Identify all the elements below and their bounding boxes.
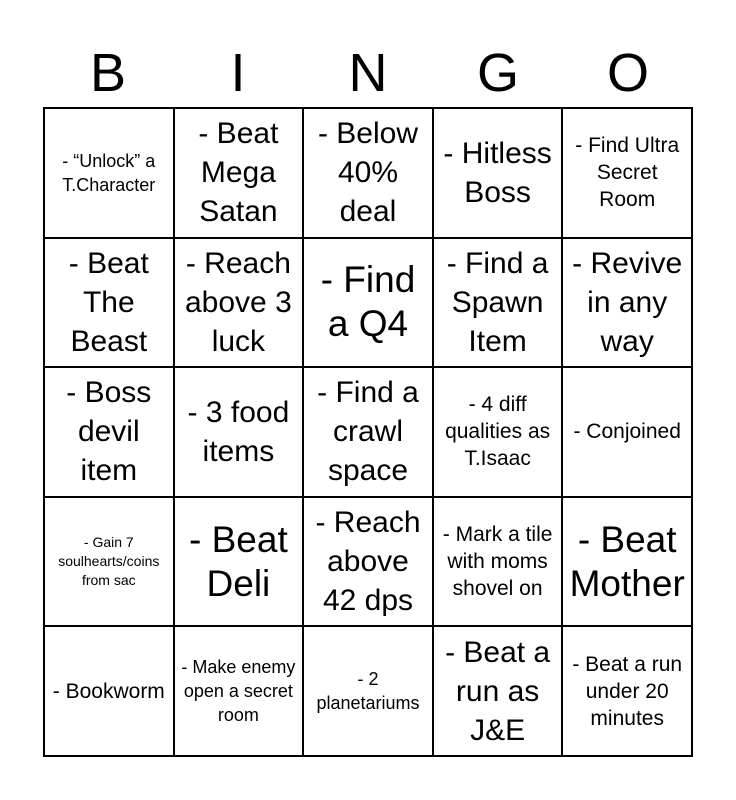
bingo-cell[interactable]: [433, 108, 563, 238]
bingo-cell[interactable]: [44, 367, 174, 497]
bingo-cell[interactable]: [303, 367, 433, 497]
bingo-board: [43, 107, 693, 757]
cell-text: - “Unlock” a T.Character: [62, 150, 156, 195]
bingo-cell[interactable]: [433, 238, 563, 368]
cell-text: - Gain 7 soulhearts/coins from sac: [58, 534, 160, 589]
bingo-cell[interactable]: [44, 238, 174, 368]
bingo-cell[interactable]: [303, 626, 433, 756]
cell-text: - 4 diff qualities as T.Isaac: [445, 393, 551, 471]
bingo-cell[interactable]: [433, 367, 563, 497]
header-letter-b: B: [89, 43, 127, 103]
bingo-cell[interactable]: [44, 626, 174, 756]
bingo-cell[interactable]: [303, 497, 433, 627]
cell-text: - Conjoined: [573, 420, 681, 444]
bingo-cell[interactable]: [174, 626, 304, 756]
bingo-cell[interactable]: [303, 238, 433, 368]
cell-text: - Find a crawl space: [317, 376, 419, 488]
bingo-cell[interactable]: [303, 108, 433, 238]
cell-text: - Bookworm: [52, 679, 165, 703]
bingo-cell[interactable]: [433, 497, 563, 627]
bingo-cell[interactable]: [174, 367, 304, 497]
cell-text: - Reach above 42 dps: [315, 506, 421, 618]
cell-text: - Beat Mega Satan: [198, 117, 279, 229]
cell-text: - Make enemy open a secret room: [181, 657, 296, 726]
header-letter-o: O: [606, 43, 649, 103]
bingo-cell[interactable]: [562, 238, 692, 368]
cell-text: - Beat a run as J&E: [445, 635, 551, 747]
header-letter-i: I: [230, 43, 246, 103]
bingo-cell[interactable]: [562, 367, 692, 497]
bingo-cell[interactable]: [433, 626, 563, 756]
cell-text: - Find Ultra Secret Room: [575, 134, 680, 212]
cell-text: - Revive in any way: [572, 246, 683, 358]
bingo-cell[interactable]: [44, 108, 174, 238]
cell-text: - Beat Deli: [189, 518, 288, 604]
cell-text: - Below 40% deal: [317, 117, 419, 229]
bingo-cell[interactable]: [562, 497, 692, 627]
cell-text: - Beat a run under 20 minutes: [572, 652, 683, 730]
bingo-cell[interactable]: [44, 497, 174, 627]
cell-text: - Beat The Beast: [68, 246, 149, 358]
cell-text: - Hitless Boss: [443, 136, 552, 209]
cell-text: - Beat Mother: [569, 518, 685, 604]
header-letter-g: G: [476, 43, 519, 103]
bingo-cell[interactable]: [174, 108, 304, 238]
header-letter-n: N: [348, 43, 388, 103]
cell-text: - Mark a tile with moms shovel on: [442, 523, 553, 601]
cell-text: - Find a Spawn Item: [446, 246, 549, 358]
bingo-cell[interactable]: [562, 108, 692, 238]
bingo-cell[interactable]: [562, 626, 692, 756]
bingo-header: [43, 38, 693, 108]
cell-text: - 2 planetariums: [316, 669, 420, 714]
cell-text: - Reach above 3 luck: [185, 246, 292, 358]
bingo-cell[interactable]: [174, 238, 304, 368]
cell-text: - 3 food items: [187, 395, 290, 468]
cell-text: - Find a Q4: [320, 259, 416, 345]
bingo-cell[interactable]: [174, 497, 304, 627]
cell-text: - Boss devil item: [66, 376, 152, 488]
